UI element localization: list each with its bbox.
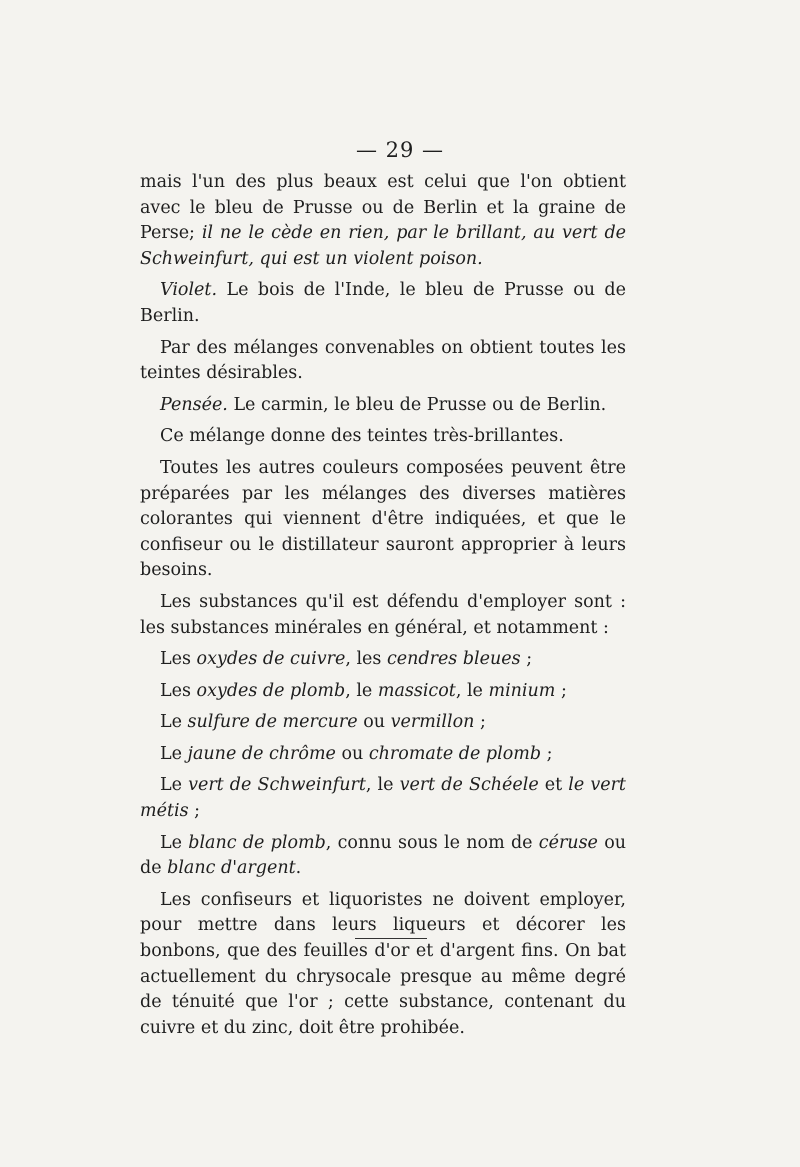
heading-violet: Violet. — [160, 280, 218, 301]
body-text — [140, 170, 626, 1047]
text-run: , le — [345, 680, 378, 701]
paragraph-7: Les substances qu'il est défendu d'employer sont : les substances minérales en général, et notamment : — [140, 591, 626, 638]
italic-run: jaune de chrôme — [187, 743, 336, 764]
list-item-cuivre — [140, 647, 626, 673]
text-run: ou de — [140, 832, 626, 879]
italic-run: vert de Schéele — [399, 775, 539, 796]
text-run: ; — [188, 801, 201, 822]
text-run: Le — [160, 775, 189, 796]
text-run: , les — [345, 649, 387, 670]
list-item-mercure — [140, 710, 626, 736]
text-run: . — [295, 858, 302, 879]
italic-run: massicot — [377, 680, 456, 701]
text-run: et — [538, 775, 569, 796]
page-number: — 29 — — [355, 138, 445, 162]
italic-run: vermillon — [390, 712, 475, 733]
paragraph-1 — [140, 170, 626, 272]
paragraph-6: Toutes les autres couleurs composées peuvent être préparées par les mélanges des diverses matières colorantes qui viennent d'être indiquées, et que le confiseur ou le distillateur sauront approprier à leurs besoins. — [140, 457, 626, 581]
italic-run: minium — [488, 680, 556, 701]
text-run: ; — [474, 712, 486, 733]
paragraph-3: Par des mélanges convenables on obtient toutes les teintes désirables. — [140, 337, 626, 384]
italic-run: oxydes de cuivre — [196, 649, 346, 670]
italic-run: blanc de plomb — [188, 832, 326, 853]
text-run: Le — [160, 712, 188, 733]
italic-run: sulfure de mercure — [187, 712, 358, 733]
text-run: Le carmin, le bleu de Prusse ou de Berlin. — [227, 394, 607, 415]
paragraph-5: Ce mélange donne des teintes très-brillantes. — [160, 426, 564, 447]
text-run: Le bois de l'Inde, le bleu de Prusse ou de Berlin. — [140, 280, 626, 326]
italic-run: blanc d'argent — [167, 858, 296, 879]
italic-run: céruse — [538, 832, 598, 853]
paragraph-14: Les confiseurs et liquoristes ne doivent employer, pour mettre dans leurs liqueurs et décorer les bonbons, que des feuilles d'or et d'argent fins. On bat actuellement du chrysocale presque au même degré de ténuité que l'or ; cette substance, contenant du cuivre et du zinc, doit être prohibée. — [140, 889, 626, 1038]
italic-run: le vert métis — [140, 775, 626, 822]
text-run: Le — [160, 743, 188, 764]
text-run: ; — [520, 649, 533, 670]
text-run: ou — [357, 712, 391, 733]
end-rule — [355, 938, 427, 939]
text-run: ; — [541, 743, 553, 764]
text-run: , connu sous le nom de — [325, 832, 539, 853]
paragraph-violet — [140, 278, 626, 329]
list-item-vert — [140, 773, 626, 824]
heading-pensee: Pensée. — [160, 394, 228, 415]
text-run: mais l'un des plus beaux est celui que l'on obtient avec le bleu de Prusse ou de Berlin et la graine de Perse; — [140, 172, 626, 244]
italic-run: vert de Schweinfurt — [188, 775, 366, 796]
list-item-blanc — [140, 831, 626, 882]
text-run: Les — [160, 649, 197, 670]
list-item-plomb — [140, 679, 626, 705]
text-run: Le — [160, 832, 189, 853]
text-run: , le — [365, 775, 400, 796]
italic-run: cendres bleues — [386, 649, 521, 670]
text-run: Les — [160, 680, 197, 701]
italic-run: oxydes de plomb — [196, 680, 346, 701]
text-run: ; — [555, 680, 567, 701]
text-run: ou — [335, 743, 369, 764]
italic-run: chromate de plomb — [368, 743, 542, 764]
text-run: , le — [455, 680, 489, 701]
list-item-chrome — [140, 742, 626, 768]
paragraph-pensee — [140, 393, 626, 419]
italic-run: il ne le cède en rien, par le brillant, au vert de Schweinfurt, qui est un violent poison. — [140, 223, 626, 269]
